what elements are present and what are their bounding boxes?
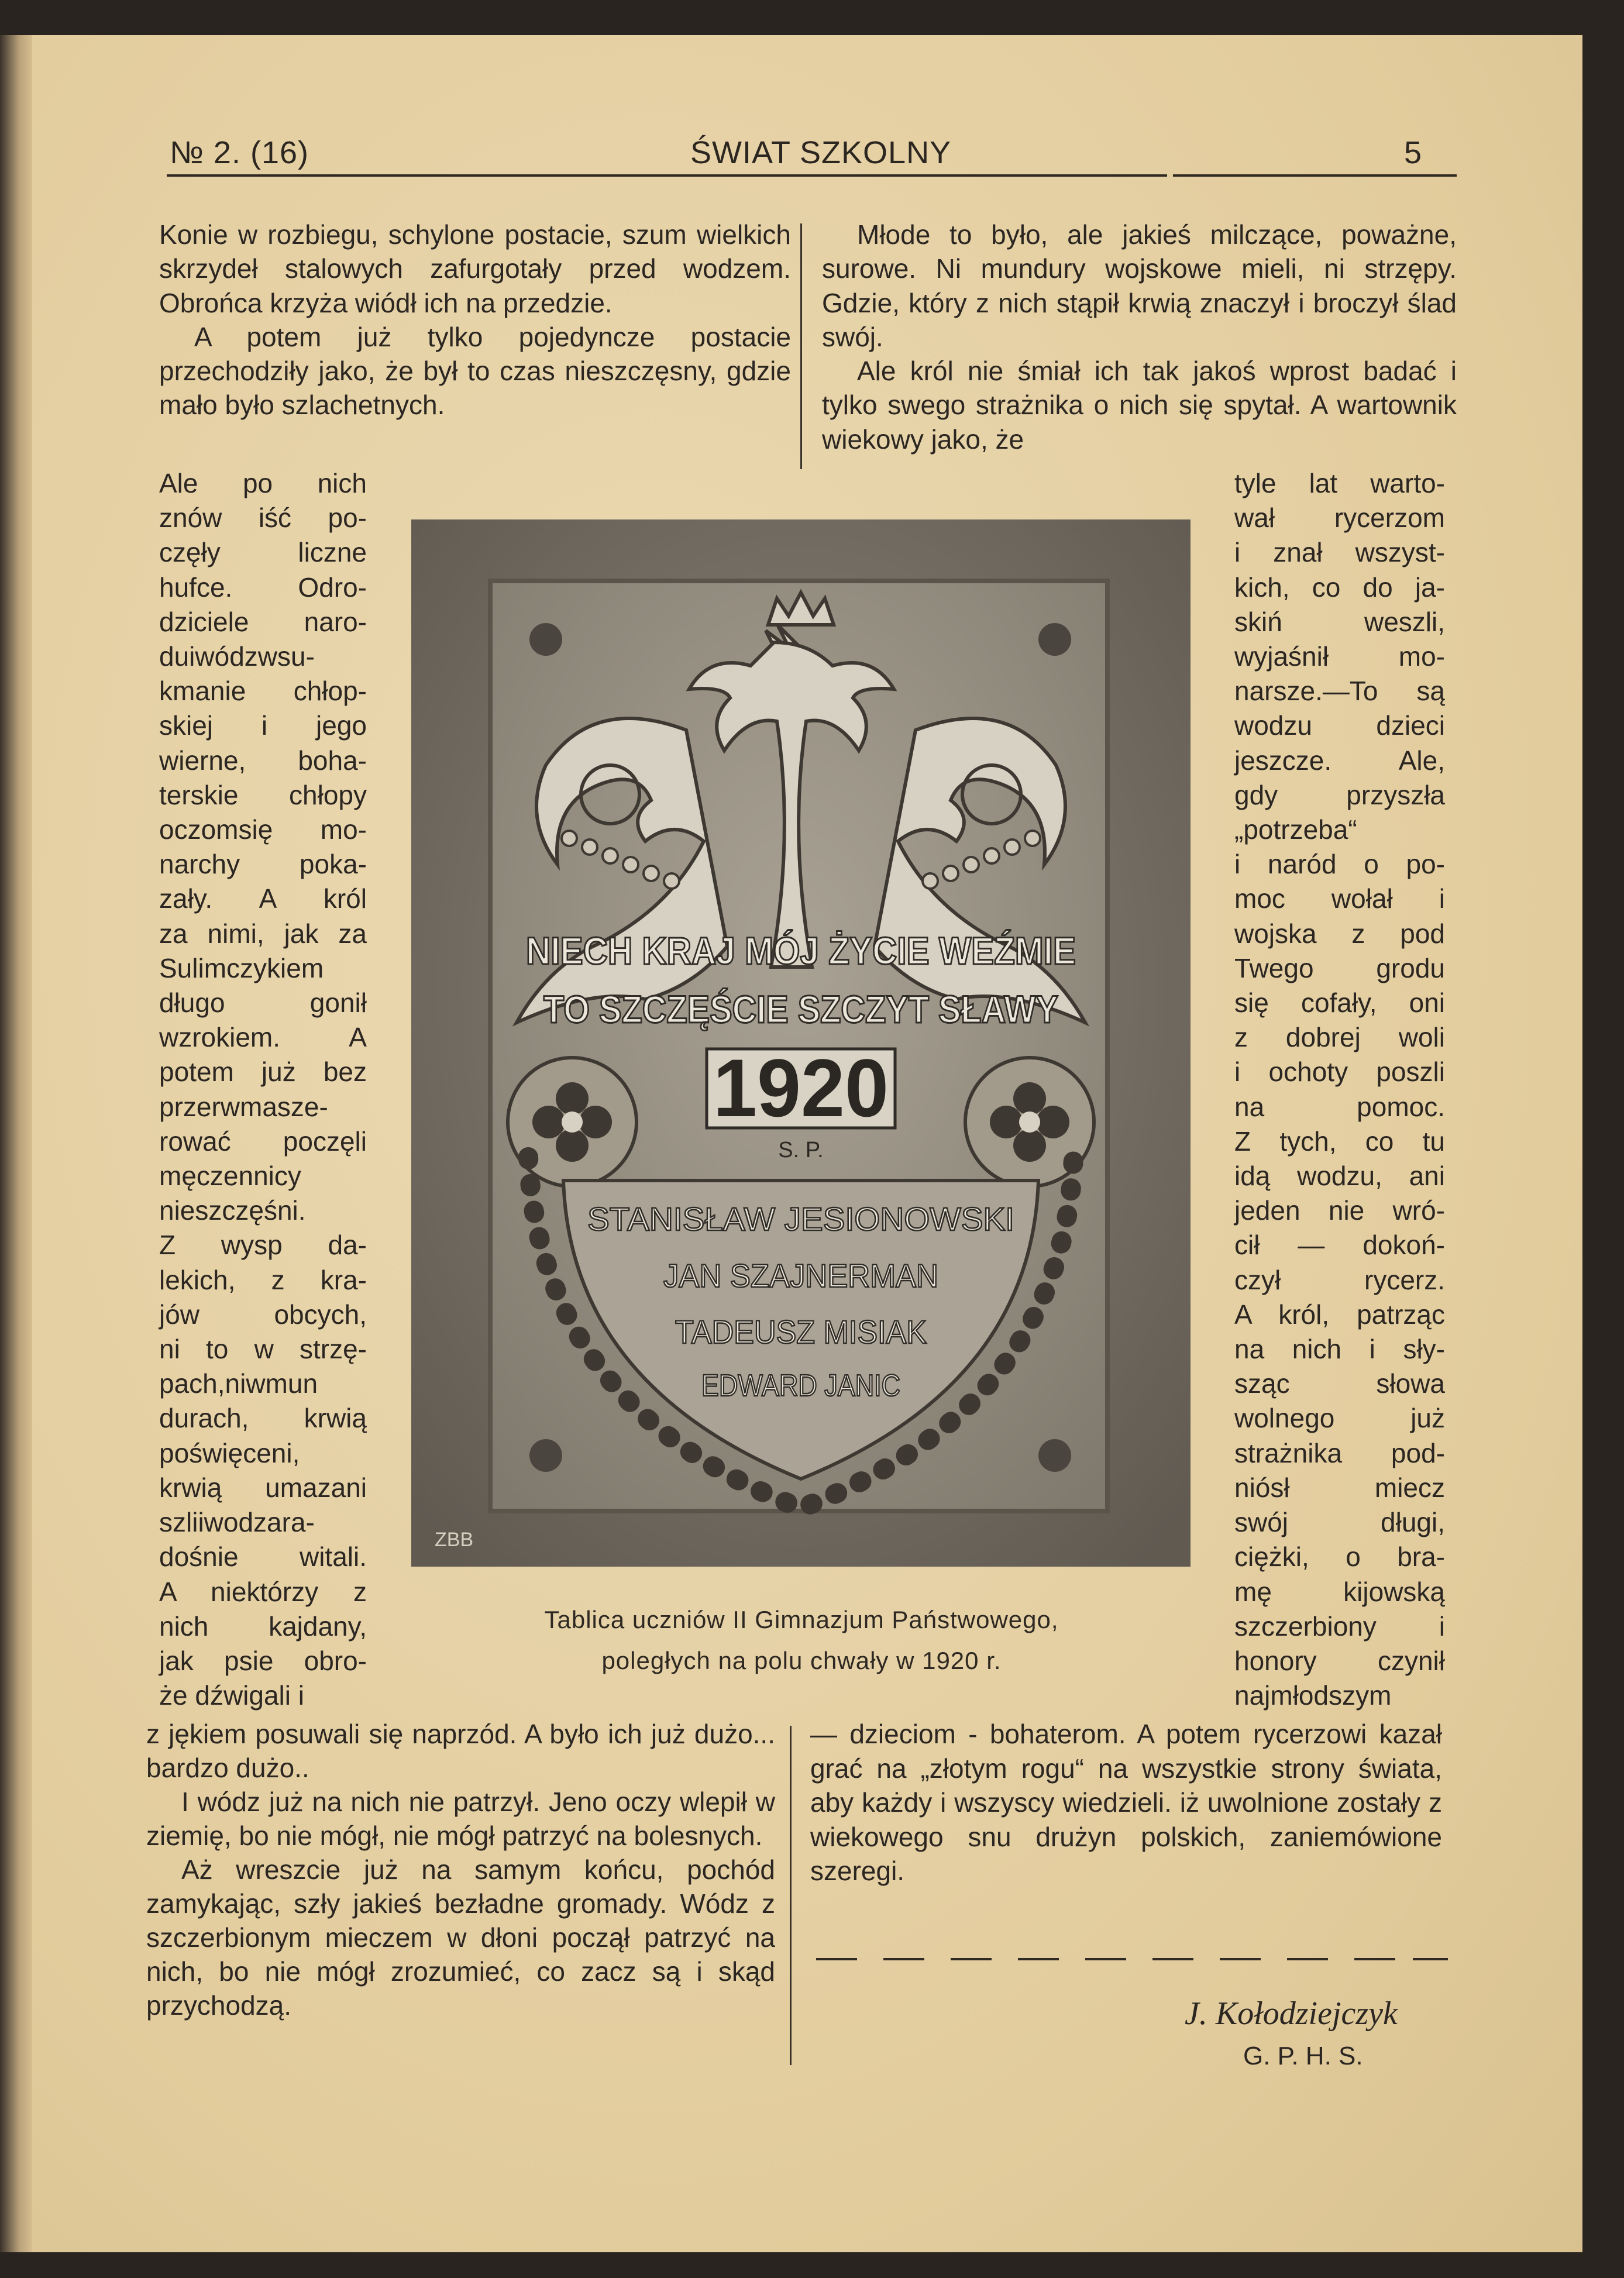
column-line: wyjaśnił mo- (1234, 641, 1445, 672)
column-line: tyle lat warto- (1234, 468, 1445, 498)
column-line: pach,niwmun (159, 1368, 318, 1399)
column-line: niósł miecz (1234, 1472, 1445, 1503)
paragraph: Młode to było, ale jakieś milczące, poważne, surowe. Ni mundury wojskowe mieli, ni strzępy. Gdzie, który z nich stąpił krwią znaczył i broczył ślad swój. (822, 219, 1457, 352)
column-line: zały. A król (159, 883, 367, 914)
column-line: częły liczne (159, 537, 367, 568)
column-line: krwią umazani (159, 1472, 367, 1503)
column-line: Ale po nich (159, 468, 367, 498)
column-line: cił — dokoń- (1234, 1230, 1445, 1261)
column-line: duiwódzwsu- (159, 641, 315, 672)
author-signature: J. Kołodziejczyk (1185, 1995, 1398, 2032)
column-line: się cofały, oni (1234, 987, 1445, 1018)
fallen-name-1: STANISŁAW JESIONOWSKI (587, 1200, 1014, 1237)
column-line: skiej i jego (159, 710, 367, 741)
paragraph: I wódz już na nich nie patrzył. Jeno oczy wlepił w ziemię, bo nie mógł, nie mógł patrzyć na bolesnych. (146, 1787, 775, 1851)
fallen-name-2: JAN SZAJNERMAN (663, 1257, 938, 1294)
column-line: ni to w strzę- (159, 1334, 367, 1365)
running-header (170, 135, 1457, 176)
dash-separator (816, 1957, 1448, 1962)
column-line: skiń weszli, (1234, 606, 1445, 637)
paragraph: Konie w rozbiegu, schylone postacie, szum wielkich skrzydeł stalowych zafurgotały przed wodzem. Obrońca krzyża wiódł ich na przedzie. (159, 219, 791, 318)
column-line: strażnika pod- (1234, 1437, 1445, 1468)
column-line: najmłodszym (1234, 1680, 1392, 1711)
column-line: jeden nie wró- (1234, 1195, 1445, 1226)
column-line: i ochoty poszli (1234, 1057, 1445, 1088)
column-line: sząc słowa (1234, 1368, 1445, 1399)
plaque-sp: S. P. (778, 1138, 824, 1162)
paragraph: A potem już tylko pojedyncze postacie przechodziły jako, że był to czas nieszczęsny, gdzie mało było szlachetnych. (159, 321, 791, 421)
column-divider-bottom (790, 1726, 792, 2065)
mounting-bolt (1038, 623, 1071, 656)
mounting-bolt (529, 623, 562, 656)
column-line: na nich i sły- (1234, 1334, 1445, 1365)
binding-gutter (0, 35, 32, 2252)
header-rule (167, 174, 1167, 177)
engraver-mark: ZBB (435, 1529, 474, 1551)
column-line: że dźwigali i (159, 1680, 304, 1711)
plaque-year: 1920 (713, 1042, 889, 1134)
figure-caption-line-2: poległych na polu chwały w 1920 r. (601, 1647, 1002, 1674)
paragraph: z jękiem posuwali się naprzód. A było ich już dużo... bardzo dużo.. (146, 1719, 775, 1783)
column-line: długo gonił (159, 987, 367, 1018)
paragraph: — dzieciom - bohaterom. A potem rycerzowi kazał grać na „złotym rogu“ na wszystkie strony świata, aby każdy i wszyscy wiedzieli. iż uwolnione zostały z wiekowego snu drużyn polskich, zaniemówione szeregi. (810, 1719, 1442, 1886)
column-line: wolnego już (1234, 1403, 1445, 1434)
column-divider-top (800, 223, 802, 469)
column-line: narsze.—To są (1234, 676, 1445, 707)
header-rule-right (1173, 174, 1457, 177)
page-number: 5 (1404, 135, 1423, 170)
column-line: przerwmasze- (159, 1091, 328, 1122)
author-organization: G. P. H. S. (1243, 2042, 1363, 2070)
column-line: rować poczęli (159, 1126, 367, 1157)
motto-line-2: TO SZCZĘŚCIE SZCZYT SŁAWY (543, 987, 1058, 1031)
column-line: idą wodzu, ani (1234, 1161, 1445, 1192)
paragraph: Ale król nie śmiał ich tak jakoś wprost badać i tylko swego strażnika o nich się spytał. A wartownik wiekowy jako, że (822, 356, 1457, 455)
plaque-illustration (411, 519, 1191, 1567)
column-line: znów iść po- (159, 503, 367, 534)
column-line: jów obcych, (159, 1299, 367, 1330)
column-line: i znał wszyst- (1234, 537, 1445, 568)
column-line: szliiwodzara- (159, 1507, 315, 1538)
column-line: wzrokiem. A (159, 1022, 367, 1053)
column-line: kmanie chłop- (159, 676, 367, 707)
column-line: lekich, z kra- (159, 1264, 367, 1295)
column-line: nieszczęśni. (159, 1195, 306, 1226)
column-line: moc wołał i (1234, 883, 1445, 914)
column-line: szczerbiony i (1234, 1611, 1445, 1642)
right-column-top (822, 218, 1457, 456)
column-line: wojska z pod (1234, 918, 1445, 949)
column-line: wodzu dzieci (1234, 710, 1445, 741)
left-column-top (159, 218, 791, 422)
column-line: A niektórzy z (159, 1576, 367, 1607)
right-narrow-column (1234, 466, 1445, 1713)
paragraph: Aż wreszcie już na samym końcu, pochód zamykając, szły jakieś bezładne gromady. Wódz z szczerbionym mieczem w dłoni począł patrzyć na nich, bo nie mógł zrozumieć, co zacz są i skąd przychodzą. (146, 1854, 775, 2021)
column-line: na pomoc. (1234, 1091, 1445, 1122)
column-line: wał rycerzom (1234, 503, 1445, 534)
issue-number: № 2. (16) (170, 135, 309, 170)
column-line: jak psie obro- (159, 1645, 367, 1676)
column-line: czył rycerz. (1234, 1264, 1445, 1295)
column-line: durach, krwią (159, 1403, 367, 1434)
fallen-name-4: EDWARD JANIC (701, 1369, 900, 1403)
mounting-bolt (529, 1439, 562, 1472)
column-line: Twego grodu (1234, 952, 1445, 983)
column-line: potem już bez (159, 1057, 367, 1088)
column-line: dziciele naro- (159, 606, 367, 637)
left-column-bottom (146, 1717, 775, 2022)
column-line: wierne, boha- (159, 745, 367, 776)
memorial-plaque-photo (411, 519, 1191, 1567)
journal-title: ŚWIAT SZKOLNY (690, 135, 952, 170)
column-line: ciężki, o bra- (1234, 1541, 1445, 1572)
motto-line-1: NIECH KRAJ MÓJ ŻYCIE WEŹMIE (526, 929, 1076, 972)
column-line: Z tych, co tu (1234, 1126, 1445, 1157)
column-line: dośnie witali. (159, 1541, 367, 1572)
fallen-name-3: TADEUSZ MISIAK (675, 1313, 927, 1350)
figure-caption-line-1: Tablica uczniów II Gimnazjum Państwowego, (544, 1606, 1059, 1633)
left-narrow-column (159, 466, 367, 1713)
column-line: z dobrej woli (1234, 1022, 1445, 1053)
column-line: kich, co do ja- (1234, 572, 1445, 603)
column-line: „potrzeba“ (1234, 814, 1357, 845)
column-line: gdy przyszła (1234, 779, 1445, 810)
column-line: Sulimczykiem (159, 952, 324, 983)
column-line: narchy poka- (159, 849, 367, 880)
mounting-bolt (1038, 1439, 1071, 1472)
column-line: jeszcze. Ale, (1234, 745, 1445, 776)
column-line: męczennicy (159, 1161, 301, 1192)
column-line: nich kajdany, (159, 1611, 367, 1642)
column-line: honory czynił (1234, 1645, 1445, 1676)
column-line: za nimi, jak za (159, 918, 367, 949)
right-column-bottom (810, 1717, 1442, 1888)
column-line: oczomsię mo- (159, 814, 367, 845)
column-line: poświęceni, (159, 1437, 300, 1468)
column-line: Z wysp da- (159, 1230, 367, 1261)
crown-icon-top (768, 593, 834, 625)
column-line: A król, patrząc (1234, 1299, 1445, 1330)
column-line: swój długi, (1234, 1507, 1445, 1538)
column-line: i naród o po- (1234, 849, 1445, 880)
column-line: mę kijowską (1234, 1576, 1445, 1607)
column-line: terskie chłopy (159, 779, 367, 810)
column-line: hufce. Odro- (159, 572, 367, 603)
